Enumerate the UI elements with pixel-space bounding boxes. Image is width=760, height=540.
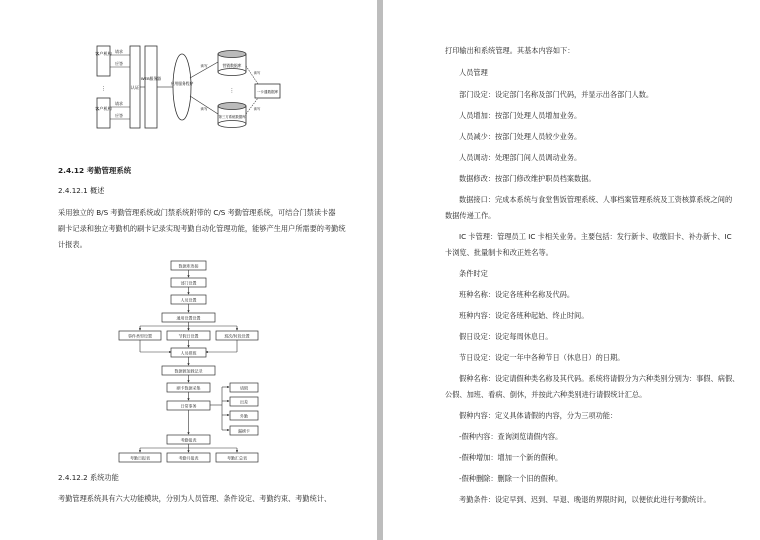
item-person-add: 人员增加：按部门处理人员增加业务。 [459,111,582,120]
client-box-bottom [97,98,110,128]
client-bottom-label: 客户机构 [95,106,112,111]
title-condition: 条件时定 [459,269,488,278]
item-shift-name: 班种名称：设定各班种名称及代码。 [459,290,575,299]
svg-text:考勤报表: 考勤报表 [180,437,197,443]
svg-text:刷卡数据采集: 刷卡数据采集 [176,385,201,391]
svg-text:读写: 读写 [200,64,208,68]
svg-text:人员设置: 人员设置 [180,297,197,303]
svg-text:WEB服务器: WEB服务器 [140,76,162,81]
section-heading: 2.4.12 考勤管理系统 [58,166,132,175]
item-data-modify: 数据修改：按部门修改维护职员档案数据。 [459,174,596,183]
left-page [0,0,377,540]
svg-text:应答: 应答 [115,113,123,118]
svg-text:请假: 请假 [240,385,248,391]
svg-text:请求: 请求 [115,49,123,54]
svg-text:考勤日报表: 考勤日报表 [130,455,150,461]
item-person-transfer: 人员调动：处理部门间人员调动业务。 [459,153,582,162]
svg-text:请求: 请求 [115,101,123,106]
svg-text:考勤月报表: 考勤月报表 [178,455,199,461]
svg-text:一卡通数据库: 一卡通数据库 [256,90,279,94]
web-server-box [145,46,157,128]
attendance-flowchart [0,255,377,465]
functions-para-line1: 考勤管理系统具有六大功能模块，分别为人员管理、条件设定、考勤约束、考勤统计、 [58,494,332,503]
svg-text:应用服务程序: 应用服务程序 [170,81,194,86]
architecture-diagram [0,0,377,140]
db-ellipsis: ⋮ [229,88,235,94]
item-leave-query: -假种内容：查询浏览请假内容。 [459,432,563,441]
app-service-ellipse [173,54,191,120]
item-attendance-condition: 考勤条件：设定早到、迟到、早退、晚退的界限时间，以便依此进行考勤统计。 [459,495,711,504]
client-top-label: 客户机构 [95,51,112,56]
item-shift-content: 班种内容：设定各班种起始、终止时间。 [459,311,589,320]
svg-text:事件类型设置: 事件类型设置 [128,333,152,339]
item-leave-type-line1: 假种名称：设定请假种类名称及其代码。系统将请假分为六种类别分别为：事假、病假、 [459,374,740,383]
svg-text:外勤: 外勤 [240,413,248,419]
svg-text:读写: 读写 [253,71,261,75]
intro-line: 打印输出和系统管理。其基本内容如下： [445,46,575,55]
svg-text:出差: 出差 [240,399,248,405]
svg-text:数据源加载记录: 数据源加载记录 [174,368,203,374]
item-person-reduce: 人员减少：按部门处理人员较少业务。 [459,132,582,141]
overview-para-line1: 采用独立的 B/S 考勤管理系统或门禁系统附带的 C/S 考勤管理系统，可结合门禁读卡器 [58,208,336,217]
card-db [255,84,280,98]
item-holiday-setting: 假日设定：设定每周休息日。 [459,332,553,341]
title-personnel: 人员管理 [459,68,488,77]
overview-para-line2: 刷卡记录和独立考勤机的刷卡记录实现考勤自动化管理功能，能够产生用户所需要的考勤统 [58,224,346,233]
item-dept-setting: 部门设定：设定部门名称及部门代码，并显示出各部门人数。 [459,90,654,99]
svg-text:班次/时段设置: 班次/时段设置 [224,333,250,339]
svg-text:应答: 应答 [115,61,123,66]
marketing-db [218,51,246,76]
ellipsis-vertical: ⋮ [101,86,106,92]
third-party-db [218,103,246,128]
item-data-interface-line1: 数据接口：完成本系统与食堂售饭管理系统、人事档案管理系统及工资核算系统之间的 [459,195,733,204]
item-leave-content: 假种内容：定义具体请假的内容，分为三项功能： [459,411,618,420]
item-ic-card-line2: 卡浏览、批量制卡和改正姓名等。 [445,248,553,257]
overview-para-line3: 计报表。 [58,240,87,249]
svg-text:部门设置: 部门设置 [180,280,197,286]
item-leave-type-line2: 公假、加班、看病、倒休，并按此六种类别进行请假统计汇总。 [445,390,647,399]
subsection-overview: 2.4.12.1 概述 [58,186,105,195]
svg-text:考勤汇总表: 考勤汇总表 [227,455,247,461]
item-leave-delete: -假种删除：删除一个旧的假种。 [459,474,563,483]
item-data-interface-line2: 数据传递工作。 [445,211,496,220]
svg-text:人员排班: 人员排班 [180,350,197,356]
svg-text:读写: 读写 [253,107,261,111]
right-page [383,0,760,540]
item-festival-setting: 节日设定：设定一年中各种节日（休息日）的日期。 [459,353,625,362]
item-leave-add: -假种增加：增加一个新的假种。 [459,453,563,462]
item-ic-card-line1: IC 卡管理：管理员工 IC 卡相关业务。主要包括：发行新卡、收缴旧卡、补办新卡、IC [459,232,732,241]
svg-text:日常事务: 日常事务 [180,403,197,409]
svg-text:通用设置设置: 通用设置设置 [176,315,201,321]
svg-text:认证: 认证 [130,85,140,90]
svg-text:数据库连接: 数据库连接 [178,263,199,269]
subsection-functions: 2.4.12.2 系统功能 [58,473,119,482]
svg-text:读写: 读写 [200,107,208,111]
svg-text:营销数据库: 营销数据库 [222,63,242,68]
svg-text:漏刷卡: 漏刷卡 [238,428,250,434]
svg-text:第三方系统数据库: 第三方系统数据库 [218,115,246,119]
svg-text:节假日设置: 节假日设置 [178,333,199,339]
